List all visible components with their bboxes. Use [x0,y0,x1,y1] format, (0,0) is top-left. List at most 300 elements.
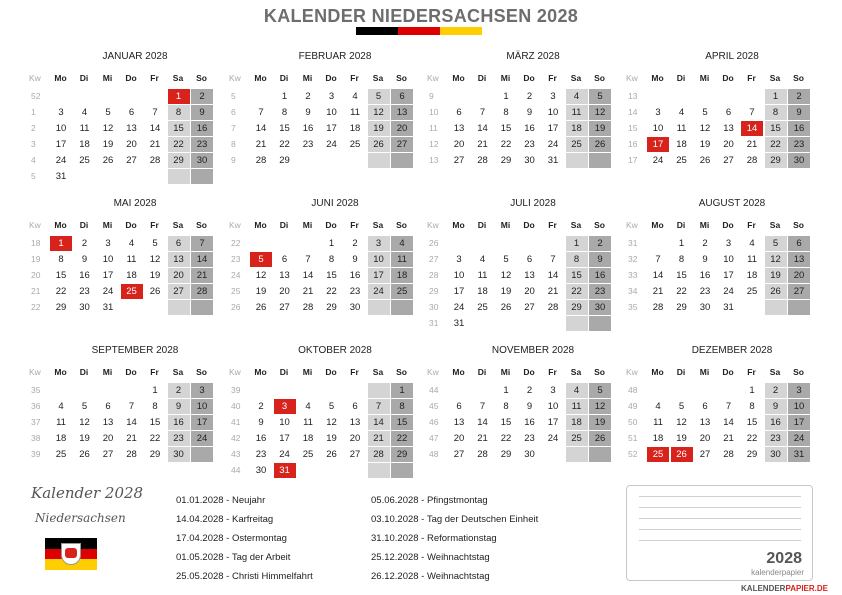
empty-weekend-cell [566,153,588,168]
day-cell: 22 [55,286,67,297]
brand-text-2: PAPIER.DE [785,584,828,593]
day-cell: 8 [765,105,787,120]
day-cell: 22 [746,433,758,444]
month-9 [31,345,217,485]
week-header: Kw [229,73,241,83]
day-cell: 8 [281,107,288,118]
day-cell: 1 [503,385,509,396]
weekday-header: Do [125,367,137,377]
week-number: 36 [31,401,41,411]
day-cell: 3 [191,383,213,398]
day-cell: 31 [55,171,67,182]
day-cell: 2 [352,238,358,249]
day-cell: 11 [126,254,137,265]
day-cell: 19 [326,433,337,444]
day-cell: 25 [566,137,588,152]
day-cell: 19 [368,121,390,136]
day-cell: 3 [550,385,556,396]
week-number: 9 [429,91,434,101]
week-number: 21 [31,286,41,296]
day-cell: 12 [500,270,512,281]
week-number: 52 [31,91,41,101]
day-cell: 29 [500,449,512,460]
day-cell: 14 [652,270,664,281]
week-header: Kw [427,367,439,377]
weekday-header: Fr [548,73,557,83]
day-cell: 24 [453,302,465,313]
month-5 [31,198,217,338]
weekday-header: Mo [452,220,465,230]
day-cell: 21 [255,139,267,150]
day-cell: 22 [566,284,588,299]
notes-brand: kalenderpapier [751,568,804,577]
day-cell: 7 [191,236,213,251]
day-cell: 6 [725,107,732,118]
day-cell: 31 [453,318,465,329]
day-cell: 28 [126,449,137,460]
weekday-header: Mo [254,73,267,83]
day-cell: 23 [349,286,361,297]
weekday-header: Do [722,73,734,83]
day-cell: 25 [477,302,488,313]
week-number: 47 [429,433,439,443]
day-cell: 18 [302,433,314,444]
day-cell: 5 [678,401,685,412]
empty-weekend-cell [368,463,390,478]
day-cell: 18 [391,268,413,283]
day-cell: 12 [149,254,161,265]
weekday-header: Di [279,220,289,230]
day-cell: 19 [676,433,687,444]
day-cell: 8 [391,399,413,414]
day-cell: 11 [566,105,588,120]
weekday-header: Do [125,73,137,83]
day-cell: 7 [305,254,311,265]
day-cell: 4 [391,236,413,251]
holiday-item: 05.06.2028 - Pfingstmontag [371,495,488,506]
day-cell: 22 [149,433,161,444]
day-cell: 10 [191,399,213,414]
day-cell: 13 [524,270,535,281]
day-cell: 20 [788,268,810,283]
week-header: Kw [427,73,439,83]
day-cell: 23 [765,431,787,446]
week-number: 4 [31,155,36,165]
day-cell: 4 [352,91,358,102]
day-cell: 16 [255,433,267,444]
weekday-header: Sa [372,73,384,83]
week-number: 12 [429,139,439,149]
day-cell: 4 [566,89,588,104]
day-cell: 20 [102,433,114,444]
day-cell: 31 [723,302,734,313]
day-cell: 11 [56,417,66,428]
week-number: 22 [231,238,241,248]
weekday-header: Mi [500,220,511,230]
weekday-header: So [793,73,804,83]
weekday-header: Sa [172,73,184,83]
day-cell: 10 [55,123,67,134]
weekday-header: Di [477,220,487,230]
weekday-header: Mi [102,367,113,377]
weekday-header: So [396,220,407,230]
empty-weekend-cell [191,447,213,462]
day-cell: 27 [699,449,711,460]
weekday-header: Mo [651,73,664,83]
day-cell: 15 [326,270,337,281]
day-cell: 22 [326,286,337,297]
day-cell: 26 [368,137,390,152]
week-number: 48 [628,385,638,395]
week-number: 18 [31,238,41,248]
day-cell: 3 [456,254,462,265]
holiday-day-cell: 14 [741,121,763,136]
day-cell: 13 [699,417,711,428]
holiday-item: 25.12.2028 - Weihnachtstag [371,552,490,563]
day-cell: 31 [102,302,114,313]
empty-weekend-cell [391,153,413,168]
day-cell: 12 [102,123,114,134]
week-number: 35 [628,302,638,312]
weekday-header: So [594,367,605,377]
day-cell: 13 [349,417,361,428]
week-number: 35 [31,385,41,395]
day-cell: 5 [328,401,335,412]
day-cell: 17 [547,417,559,428]
calendar-label: Kalender 2028 [31,484,144,502]
weekday-header: Mi [699,367,710,377]
weekday-header: Di [279,73,289,83]
notes-line [639,496,801,497]
notes-line [639,507,801,508]
day-cell: 19 [500,286,512,297]
day-cell: 11 [391,252,413,267]
day-cell: 20 [349,433,361,444]
holiday-list-1 [176,491,313,586]
day-cell: 11 [303,417,313,428]
day-cell: 9 [352,254,358,265]
week-header: Kw [29,73,41,83]
week-number: 24 [231,270,241,280]
weekday-header: Sa [570,73,582,83]
day-cell: 24 [723,286,734,297]
day-cell: 2 [81,238,88,249]
weekday-header: Mi [102,73,113,83]
empty-weekend-cell [191,169,213,184]
day-cell: 9 [168,399,190,414]
day-cell: 12 [79,417,90,428]
month-title: NOVEMBER 2028 [491,345,575,356]
day-cell: 20 [723,139,734,150]
day-cell: 9 [258,417,264,428]
day-cell: 4 [566,383,588,398]
day-cell: 15 [765,121,787,136]
day-cell: 21 [746,139,758,150]
day-cell: 12 [589,105,611,120]
day-cell: 27 [391,137,413,152]
day-cell: 10 [547,401,559,412]
day-cell: 30 [349,302,361,313]
day-cell: 29 [500,155,512,166]
week-number: 5 [31,171,36,181]
month-10 [231,345,417,485]
day-cell: 8 [678,254,685,265]
week-number: 9 [231,155,236,165]
weekday-header: So [196,367,207,377]
day-cell: 2 [305,91,311,102]
week-header: Kw [626,367,638,377]
day-cell: 1 [152,385,158,396]
day-cell: 21 [149,139,161,150]
month-2 [231,51,417,191]
day-cell: 1 [281,91,288,102]
day-cell: 22 [676,286,687,297]
day-cell: 6 [456,401,462,412]
holiday-item: 14.04.2028 - Karfreitag [176,514,274,525]
week-number: 10 [429,107,439,117]
day-cell: 18 [652,433,664,444]
day-cell: 27 [453,449,465,460]
day-cell: 19 [765,268,787,283]
weekday-header: Mo [651,220,664,230]
day-cell: 10 [547,107,559,118]
day-cell: 11 [676,123,687,134]
weekday-header: Do [722,220,734,230]
weekday-header: Di [676,220,686,230]
day-cell: 15 [279,123,290,134]
day-cell: 8 [328,254,335,265]
day-cell: 5 [589,89,611,104]
weekday-header: So [594,73,605,83]
day-cell: 14 [368,415,390,430]
day-cell: 11 [79,123,90,134]
month-title: MAI 2028 [113,198,157,209]
day-cell: 3 [725,238,732,249]
day-cell: 26 [255,302,267,313]
day-cell: 28 [255,155,267,166]
day-cell: 13 [279,270,290,281]
day-cell: 31 [788,447,810,462]
brand-logo[interactable] [741,584,828,593]
day-cell: 21 [547,286,559,297]
day-cell: 24 [368,284,390,299]
day-cell: 5 [368,89,390,104]
day-cell: 23 [302,139,314,150]
week-number: 13 [429,155,439,165]
day-cell: 8 [503,401,509,412]
day-cell: 4 [305,401,311,412]
day-cell: 7 [152,107,158,118]
day-cell: 22 [500,139,512,150]
day-cell: 30 [255,465,267,476]
weekday-header: Mo [54,73,67,83]
day-cell: 22 [500,433,512,444]
day-cell: 15 [149,417,161,428]
day-cell: 15 [500,417,512,428]
day-cell: 23 [255,449,267,460]
week-number: 37 [31,417,41,427]
day-cell: 13 [391,105,413,120]
day-cell: 24 [55,155,67,166]
day-cell: 10 [788,399,810,414]
week-number: 8 [231,139,236,149]
day-cell: 17 [279,433,290,444]
holiday-day-cell: 1 [168,89,190,104]
month-4 [628,51,814,191]
day-cell: 4 [81,107,88,118]
day-cell: 18 [477,286,488,297]
empty-weekend-cell [368,300,390,315]
notes-line [639,540,801,541]
empty-weekend-cell [368,153,390,168]
day-cell: 9 [81,254,88,265]
day-cell: 12 [255,270,267,281]
holiday-item: 17.04.2028 - Ostermontag [176,533,287,544]
month-title: APRIL 2028 [705,51,759,62]
day-cell: 7 [749,107,755,118]
day-cell: 18 [746,270,758,281]
day-cell: 29 [279,155,290,166]
weekday-header: Sa [372,367,384,377]
holiday-day-cell: 31 [274,463,296,478]
day-cell: 8 [749,401,755,412]
week-header: Kw [229,220,241,230]
weekday-header: Do [325,73,337,83]
day-cell: 15 [676,270,687,281]
weekday-header: So [396,73,407,83]
weekday-header: Fr [747,220,756,230]
day-cell: 29 [149,449,161,460]
holiday-day-cell: 3 [274,399,296,414]
month-title: JANUAR 2028 [102,51,168,62]
week-number: 16 [628,139,638,149]
day-cell: 8 [503,107,509,118]
week-header: Kw [229,367,241,377]
weekday-header: Di [279,367,289,377]
weekday-header: So [196,220,207,230]
day-cell: 17 [55,139,67,150]
week-number: 6 [231,107,236,117]
month-title: SEPTEMBER 2028 [91,345,179,356]
empty-weekend-cell [589,153,611,168]
day-cell: 7 [550,254,556,265]
month-1 [31,51,217,191]
empty-weekend-cell [566,447,588,462]
day-cell: 28 [149,155,161,166]
day-cell: 19 [149,270,161,281]
day-cell: 21 [126,433,137,444]
day-cell: 23 [191,137,213,152]
weekday-header: So [196,73,207,83]
week-number: 5 [231,91,236,101]
day-cell: 14 [477,417,488,428]
week-number: 27 [429,254,439,264]
weekday-header: Fr [548,220,557,230]
day-cell: 17 [326,123,337,134]
day-cell: 26 [149,286,161,297]
day-cell: 20 [279,286,290,297]
day-cell: 7 [128,401,135,412]
weekday-header: Mi [699,220,710,230]
day-cell: 16 [699,270,711,281]
day-cell: 28 [368,447,390,462]
week-number: 49 [628,401,638,411]
holiday-item: 31.10.2028 - Reformationstag [371,533,497,544]
weekday-header: Mo [254,367,267,377]
week-number: 29 [429,286,439,296]
month-8 [628,198,814,338]
day-cell: 5 [503,254,509,265]
day-cell: 9 [191,105,213,120]
weekday-header: Mi [302,220,313,230]
day-cell: 29 [746,449,758,460]
day-cell: 28 [477,155,488,166]
day-cell: 21 [302,286,314,297]
week-number: 39 [231,385,241,395]
day-cell: 9 [702,254,708,265]
day-cell: 9 [526,107,533,118]
week-number: 22 [31,302,41,312]
weekday-header: Di [79,73,89,83]
day-cell: 30 [524,155,535,166]
day-cell: 26 [326,449,337,460]
day-cell: 29 [676,302,687,313]
day-cell: 9 [765,399,787,414]
day-cell: 10 [723,254,734,265]
day-cell: 26 [589,137,611,152]
day-cell: 26 [589,431,611,446]
day-cell: 28 [191,284,213,299]
week-number: 25 [231,286,241,296]
day-cell: 4 [678,107,685,118]
month-title: AUGUST 2028 [698,198,766,209]
day-cell: 22 [391,431,413,446]
day-cell: 6 [105,401,111,412]
day-cell: 11 [653,417,663,428]
day-cell: 28 [652,302,664,313]
day-cell: 16 [589,268,611,283]
notes-line [639,518,801,519]
week-number: 14 [628,107,638,117]
page-title: KALENDER NIEDERSACHSEN 2028 [263,6,579,26]
empty-weekend-cell [788,300,810,315]
day-cell: 2 [191,89,213,104]
day-cell: 25 [55,449,67,460]
day-cell: 24 [788,431,810,446]
niedersachsen-flag-icon [45,538,97,570]
week-number: 51 [628,433,638,443]
day-cell: 22 [279,139,290,150]
day-cell: 24 [326,139,337,150]
month-title: DEZEMBER 2028 [691,345,773,356]
holiday-day-cell: 1 [50,236,72,251]
day-cell: 31 [547,155,559,166]
week-number: 34 [628,286,638,296]
day-cell: 13 [126,123,137,134]
day-cell: 13 [168,252,190,267]
holiday-day-cell: 5 [250,252,272,267]
weekday-header: Mi [302,367,313,377]
day-cell: 25 [676,155,687,166]
weekday-header: Mo [651,367,664,377]
day-cell: 17 [368,268,390,283]
weekday-header: So [594,220,605,230]
day-cell: 20 [126,139,137,150]
day-cell: 20 [524,286,535,297]
day-cell: 7 [725,401,732,412]
weekday-header: Di [79,367,89,377]
day-cell: 18 [566,415,588,430]
